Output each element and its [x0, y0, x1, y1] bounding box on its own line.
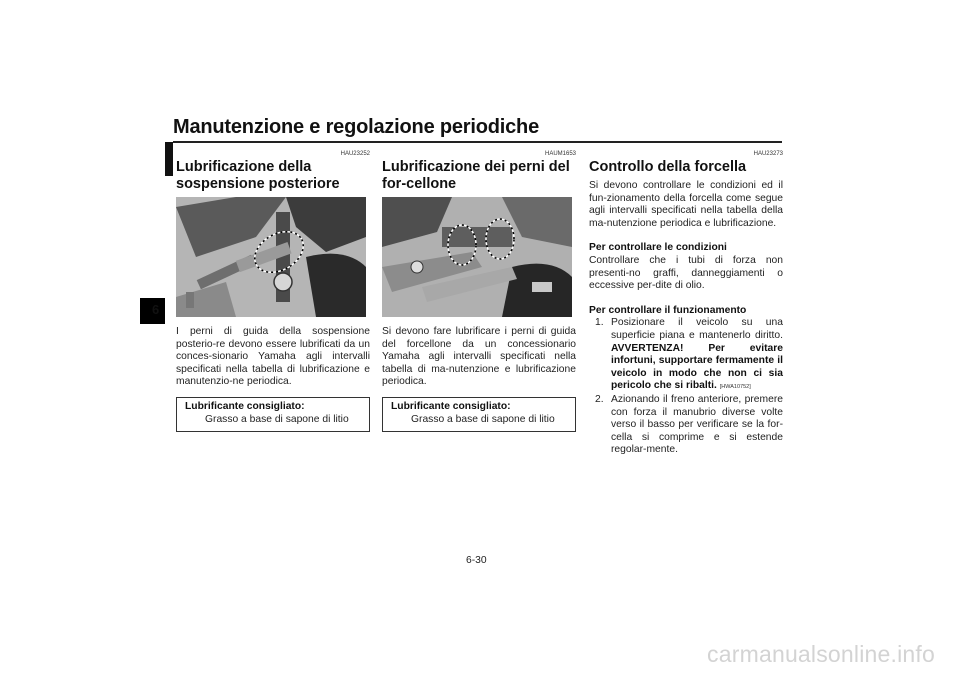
lubricant-note: [176, 397, 370, 432]
note-title: Lubrificante consigliato:: [185, 400, 305, 412]
section-body: Si devono fare lubrificare i perni di guida del forcellone da un concessionario Yamaha agli intervalli specificati nella tabella di ma-nutenzione e lubrificazione periodica.: [382, 326, 576, 388]
section-code: HAU23252: [340, 151, 370, 157]
warning-code: [HWA10752]: [719, 384, 751, 391]
step-item: [589, 394, 783, 457]
section-title: Lubrificazione dei perni del for-cellone: [382, 159, 570, 192]
step-text: [611, 317, 783, 394]
section-swingarm-pivots: [382, 150, 576, 432]
section-fork-check: [589, 150, 783, 457]
photo-illustration: [382, 197, 572, 317]
rear-suspension-photo: [176, 197, 366, 317]
section-title: Controllo della forcella: [589, 159, 747, 175]
section-code: HAU23273: [753, 151, 783, 157]
note-value: Grasso a base di sapone di litio: [411, 413, 555, 425]
header-rule: [173, 141, 782, 143]
note-title: Lubrificante consigliato:: [391, 400, 511, 412]
photo-illustration: [176, 197, 366, 317]
section-rear-suspension: [176, 150, 370, 432]
subsection-heading-operation: Per controllare il funzionamento: [589, 304, 747, 316]
swingarm-photo: [382, 197, 572, 317]
step-number: 2.: [595, 393, 604, 405]
note-value: Grasso a base di sapone di litio: [205, 413, 349, 425]
section-title: Lubrificazione della sospensione posteriore: [176, 159, 340, 192]
warning-text: AVVERTENZA! Per evitare infortuni, supportare fermamente il veicolo in modo che non ci sia pericolo che si ribalti.: [611, 342, 783, 392]
subsection-text-condition: Controllare che i tubi di forza non presenti-no graffi, danneggiamenti o eccessive per-dite di olio.: [589, 254, 783, 292]
section-intro: Si devono controllare le condizioni ed il fun-zionamento della forcella come segue agli intervalli specificati nella tabella della ma-nutenzione periodica e lubrificazione.: [589, 180, 783, 229]
page-number: 6-30: [466, 555, 487, 566]
subsection-heading-condition: Per controllare le condizioni: [589, 242, 727, 254]
section-body: I perni di guida della sospensione posterio-re devono essere lubrificati da un conces-sionario Yamaha agli intervalli specificati nella tabella di lubrificazione e manutenzio-ne periodica.: [176, 326, 370, 388]
section-code: HAUM1653: [544, 151, 576, 157]
lubricant-note: [382, 397, 576, 432]
step-text: Azionando il freno anteriore, premere con forza il manubrio diverse volte verso il basso per verificare se la for-cella si comprime e si estende regolar-mente.: [611, 393, 783, 456]
step-item: [589, 317, 783, 394]
chapter-tab: [165, 142, 173, 176]
watermark: carmanualsonline.info: [707, 641, 935, 667]
step-number: 1.: [595, 317, 604, 329]
chapter-number: 6: [152, 302, 160, 317]
step-instruction: Posizionare il veicolo su una superficie piana e mantenerlo diritto.: [611, 317, 783, 341]
page-header-title: Manutenzione e regolazione periodiche: [173, 116, 539, 138]
